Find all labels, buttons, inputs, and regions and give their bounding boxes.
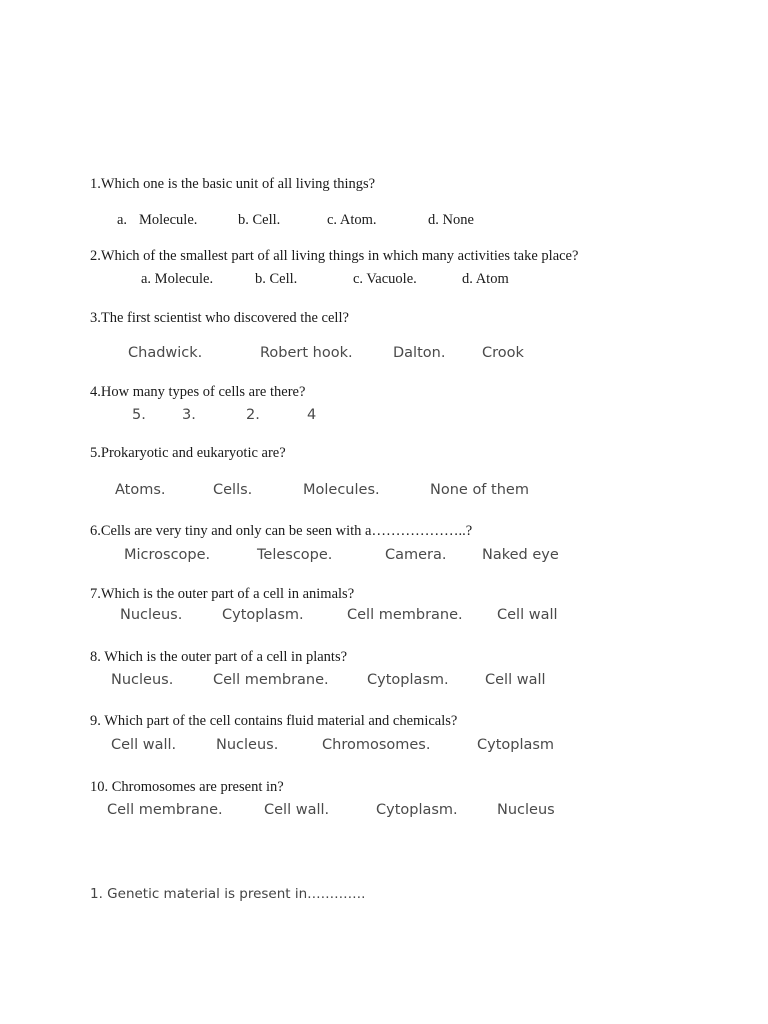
q8-option-3: Cytoplasm. — [367, 672, 449, 688]
q4-option-4: 4 — [307, 407, 317, 423]
q6-option-1: Microscope. — [124, 547, 211, 563]
q3-option-1: Chadwick. — [128, 345, 203, 361]
q9-option-3: Chromosomes. — [322, 737, 431, 753]
question-10: 10. Chromosomes are present in? — [90, 779, 284, 795]
question-7: 7.Which is the outer part of a cell in animals? — [90, 586, 355, 602]
q6-option-4: Naked eye — [482, 547, 559, 563]
q8-option-1: Nucleus. — [111, 672, 174, 688]
question-4: 4.How many types of cells are there? — [90, 384, 306, 400]
q5-option-1: Atoms. — [115, 482, 166, 498]
question-2: 2.Which of the smallest part of all living things in which many activities take place? — [90, 248, 579, 264]
q2-option-d: d. Atom — [462, 271, 509, 287]
q4-option-2: 3. — [182, 407, 196, 423]
q1-option-c: c. Atom. — [327, 212, 377, 228]
q10-option-3: Cytoplasm. — [376, 802, 458, 818]
q7-option-1: Nucleus. — [120, 607, 183, 623]
q10-option-1: Cell membrane. — [107, 802, 223, 818]
fill-in-question-1: 1. Genetic material is present in…………. — [90, 886, 366, 902]
q7-option-4: Cell wall — [497, 607, 558, 623]
q2-option-c: c. Vacuole. — [353, 271, 417, 287]
q3-option-2: Robert hook. — [260, 345, 353, 361]
q9-option-2: Nucleus. — [216, 737, 279, 753]
q1-option-b: b. Cell. — [238, 212, 281, 228]
q6-option-3: Camera. — [385, 547, 447, 563]
q1-option-a: Molecule. — [139, 212, 198, 228]
q6-option-2: Telescope. — [257, 547, 333, 563]
q1-option-d: d. None — [428, 212, 474, 228]
question-3: 3.The first scientist who discovered the cell? — [90, 310, 349, 326]
question-6: 6.Cells are very tiny and only can be seen with a………………..? — [90, 523, 473, 539]
q10-option-4: Nucleus — [497, 802, 555, 818]
q10-option-2: Cell wall. — [264, 802, 330, 818]
q7-option-2: Cytoplasm. — [222, 607, 304, 623]
q3-option-4: Crook — [482, 345, 524, 361]
q9-option-1: Cell wall. — [111, 737, 177, 753]
q5-option-2: Cells. — [213, 482, 253, 498]
q2-option-a: a. Molecule. — [141, 271, 214, 287]
q8-option-2: Cell membrane. — [213, 672, 329, 688]
q2-option-b: b. Cell. — [255, 271, 298, 287]
question-8: 8. Which is the outer part of a cell in plants? — [90, 649, 348, 665]
question-9: 9. Which part of the cell contains fluid material and chemicals? — [90, 713, 458, 729]
q4-option-1: 5. — [132, 407, 146, 423]
q7-option-3: Cell membrane. — [347, 607, 463, 623]
question-5: 5.Prokaryotic and eukaryotic are? — [90, 445, 286, 461]
q5-option-3: Molecules. — [303, 482, 380, 498]
q4-option-3: 2. — [246, 407, 260, 423]
q8-option-4: Cell wall — [485, 672, 546, 688]
q3-option-3: Dalton. — [393, 345, 446, 361]
q1-option-a-marker: a. — [117, 212, 128, 228]
question-1: 1.Which one is the basic unit of all living things? — [90, 176, 376, 192]
q9-option-4: Cytoplasm — [477, 737, 555, 753]
q5-option-4: None of them — [430, 482, 529, 498]
